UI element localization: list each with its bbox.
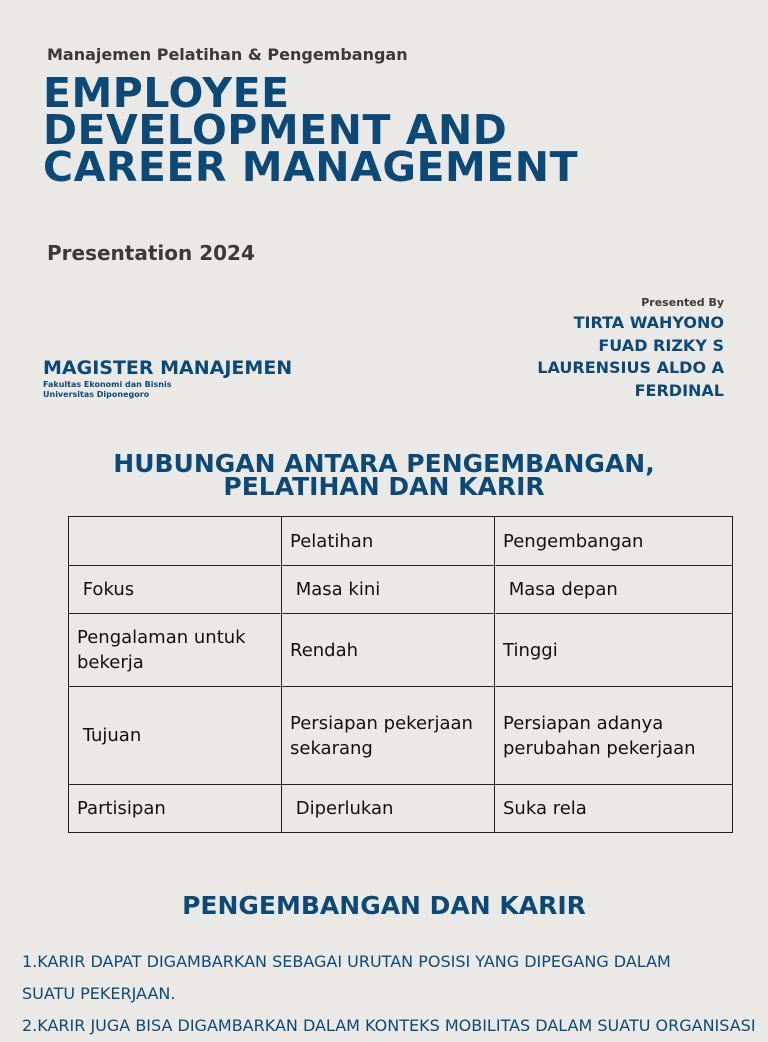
table-header-cell [69,517,282,566]
list-item: 1.KARIR DAPAT DIGAMBARKAN SEBAGAI URUTAN POSISI YANG DIPEGANG DALAM [22,952,671,971]
presentation-year: Presentation 2024 [47,241,255,265]
table-cell: Masa kini [282,566,495,614]
table-row [69,566,733,614]
table-header-row [69,517,733,566]
table-cell: Masa depan [495,566,733,614]
karir-list [22,946,756,1042]
section-title-line: HUBUNGAN ANTARA PENGEMBANGAN, [113,449,655,478]
table-cell: Suka rela [495,785,733,833]
presented-by-label: Presented By [641,296,724,309]
organization-name: MAGISTER MANAJEMEN [43,357,293,379]
presenter-name: LAURENSIUS ALDO A [537,358,724,377]
section-title-pengembangan-karir: PENGEMBANGAN DAN KARIR [182,891,586,920]
title-line: DEVELOPMENT AND [43,106,508,154]
table-row [69,785,733,833]
table-row [69,687,733,785]
table-cell: Tujuan [69,687,282,785]
table-cell: Rendah [282,614,495,687]
table-header-cell: Pengembangan [495,517,733,566]
comparison-table [68,516,733,833]
presenter-list [537,312,724,402]
title-line: CAREER MANAGEMENT [43,143,579,191]
presenter-name: FERDINAL [634,380,724,400]
list-item: SUATU PEKERJAAN. [22,984,176,1003]
section-title-hubungan [0,449,768,501]
document-title [43,69,743,191]
table-cell: Tinggi [495,614,733,687]
table-cell: Pengalaman untuk bekerja [69,614,282,687]
section-title-line: PELATIHAN DAN KARIR [223,472,545,501]
table-cell: Persiapan adanya perubahan pekerjaan [495,687,733,785]
table-cell: Fokus [69,566,282,614]
table-header-cell: Pelatihan [282,517,495,566]
title-line: EMPLOYEE [43,69,290,117]
presenter-name: FUAD RIZKY S [598,335,724,355]
university-name: Universitas Diponegoro [43,390,150,399]
organization-subtitle [43,380,171,400]
table-cell: Partisipan [69,785,282,833]
list-item: 2.KARIR JUGA BISA DIGAMBARKAN DALAM KONTEKS MOBILITAS DALAM SUATU ORGANISASI [22,1016,756,1035]
table-cell: Diperlukan [282,785,495,833]
presenter-name: TIRTA WAHYONO [573,313,724,332]
course-subtitle: Manajemen Pelatihan & Pengembangan [47,45,408,64]
table-cell: Persiapan pekerjaan sekarang [282,687,495,785]
table-row [69,614,733,687]
faculty-name: Fakultas Ekonomi dan Bisnis [43,380,172,389]
